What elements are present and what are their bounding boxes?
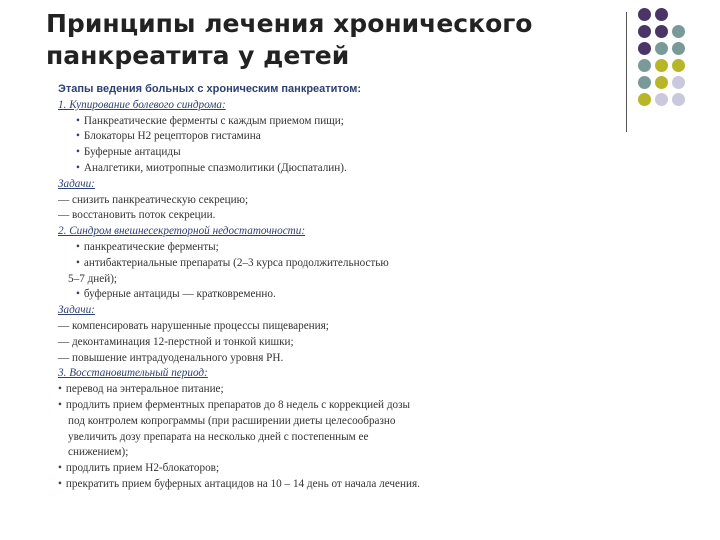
section-2-title: 2. Синдром внешнесекреторной недостаточности: — [58, 225, 306, 238]
dot-lavender-3 — [672, 93, 685, 106]
bullet-icon: • — [76, 256, 80, 269]
dot-purple-4 — [655, 25, 668, 38]
dot-olive-2 — [672, 59, 685, 72]
list-item: • Буферные антациды — [76, 146, 181, 159]
list-item: • продлить прием ферментных препаратов до 8 недель с коррекцией дозы — [58, 398, 411, 411]
slide-title-line-1: Принципы лечения хронического — [46, 9, 533, 38]
bullet-icon: • — [76, 130, 80, 143]
dot-lavender-1 — [672, 76, 685, 89]
list-item: • перевод на энтеральное питание; — [58, 383, 224, 396]
bullet-icon: • — [76, 114, 80, 127]
list-item: • Панкреатические ферменты с каждым приемом пищи; — [76, 114, 344, 127]
bullet-icon: • — [58, 398, 62, 411]
bullet-icon: • — [76, 146, 80, 159]
task-item: — повышение интрадуоденального уровня РН. — [58, 351, 284, 364]
task-item: — деконтаминация 12-перстной и тонкой кишки; — [58, 335, 294, 348]
dot-purple-2 — [655, 8, 668, 21]
task-item: — восстановить поток секреции. — [58, 209, 216, 222]
content-heading: Этапы ведения больных с хроническим панкреатитом: — [58, 83, 362, 95]
list-item: • панкреатические ферменты; — [76, 240, 219, 253]
dot-lavender-2 — [655, 93, 668, 106]
bullet-icon: • — [58, 383, 62, 396]
task-item: — компенсировать нарушенные процессы пищеварения; — [58, 319, 329, 332]
tasks-1-label: Задачи: — [58, 177, 95, 190]
dot-olive-4 — [638, 93, 651, 106]
dot-purple-1 — [638, 8, 651, 21]
list-item-continuation: увеличить дозу препарата на несколько дней с постепенным ее — [68, 430, 369, 443]
decorative-dot-grid — [638, 8, 698, 118]
dot-teal-5 — [638, 76, 651, 89]
bullet-icon: • — [58, 477, 62, 490]
dot-olive-3 — [655, 76, 668, 89]
slide-title-line-2: панкреатита у детей — [46, 41, 350, 70]
dot-purple-3 — [638, 25, 651, 38]
dot-teal-2 — [655, 42, 668, 55]
decorative-divider — [626, 12, 627, 132]
dot-purple-5 — [638, 42, 651, 55]
tasks-2-label: Задачи: — [58, 304, 95, 317]
slide-title — [46, 8, 606, 72]
bullet-icon: • — [76, 288, 80, 301]
bullet-icon: • — [76, 161, 80, 174]
section-1-title: 1. Купирование болевого синдрома: — [58, 98, 226, 111]
bullet-icon: • — [76, 240, 80, 253]
list-item: • Аналгетики, миотропные спазмолитики (Дюспаталин). — [76, 161, 347, 174]
list-item: • Блокаторы Н2 рецепторов гистамина — [76, 130, 261, 143]
list-item: • продлить прием Н2-блокаторов; — [58, 462, 220, 475]
list-item: • буферные антациды — кратковременно. — [76, 288, 276, 301]
dot-teal-1 — [672, 25, 685, 38]
list-item-continuation: под контролем копрограммы (при расширении диеты целесообразно — [68, 414, 396, 427]
list-item: • антибактериальные препараты (2–3 курса продолжительностью — [76, 256, 389, 269]
dot-teal-3 — [672, 42, 685, 55]
dot-teal-4 — [638, 59, 651, 72]
task-item: — снизить панкреатическую секрецию; — [58, 193, 249, 206]
section-3-title: 3. Восстановительный период: — [58, 367, 208, 380]
list-item-continuation: снижением); — [68, 446, 129, 459]
list-item-continuation: 5–7 дней); — [68, 272, 118, 285]
scanned-text-block — [58, 82, 518, 493]
list-item: • прекратить прием буферных антацидов на 10 – 14 день от начала лечения. — [58, 477, 420, 490]
dot-olive-1 — [655, 59, 668, 72]
bullet-icon: • — [58, 462, 62, 475]
